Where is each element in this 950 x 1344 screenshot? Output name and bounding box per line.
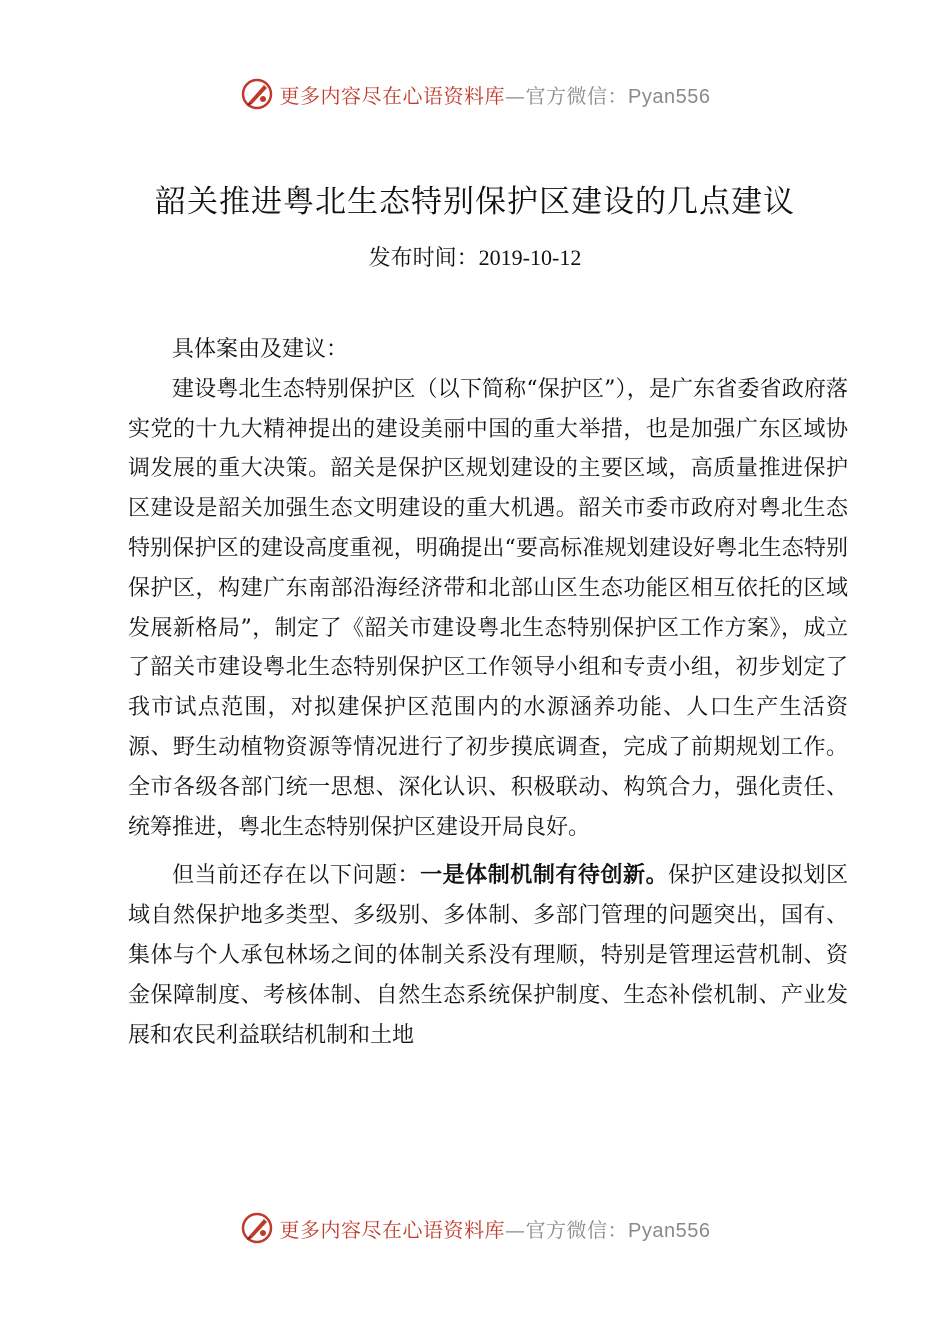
- header-watermark: [0, 72, 950, 116]
- watermark-wechat: Pyan556: [628, 1219, 711, 1242]
- document-body: [128, 330, 848, 1055]
- watermark-wechat: Pyan556: [628, 85, 711, 108]
- watermark-dash: —: [505, 83, 526, 108]
- paragraph-2: [128, 855, 848, 1055]
- paragraph-2-bold: 一是体制机制有待创新。: [420, 862, 669, 888]
- watermark-text: [280, 1214, 711, 1243]
- watermark-label: 官方微信：: [525, 83, 629, 108]
- paragraph-1: 建设粤北生态特别保护区（以下简称“保护区”），是广东省委省政府落实党的十九大精神提出的建设美丽中国的重大举措，也是加强广东区域协调发展的重大决策。韶关是保护区规划建设的主要区域，高质量推进保护区建设是韶关加强生态文明建设的重大机遇。韶关市委市政府对粤北生态特别保护区的建设高度重视，明确提出“要高标准规划建设好粤北生态特别保护区，构建广东南部沿海经济带和北部山区生态功能区相互依托的区域发展新格局”，制定了《韶关市建设粤北生态特别保护区工作方案》，成立了韶关市建设粤北生态特别保护区工作领导小组和专责小组，初步划定了我市试点范围，对拟建保护区范围内的水源涵养功能、人口生产生活资源、野生动植物资源等情况进行了初步摸底调查，完成了前期规划工作。全市各级各部门统一思想、深化认识、积极联动、构筑合力，强化责任、统筹推进，粤北生态特别保护区建设开局良好。: [128, 376, 848, 840]
- quill-seal-icon: [240, 1211, 274, 1245]
- watermark-text: [280, 80, 711, 109]
- watermark-label: 官方微信：: [525, 1217, 629, 1242]
- paragraph-2-lead: 但当前还存在以下问题：: [172, 863, 421, 889]
- watermark-main: 更多内容尽在心语资料库: [279, 83, 506, 108]
- watermark-main: 更多内容尽在心语资料库: [279, 1217, 506, 1242]
- watermark-dash: —: [505, 1217, 526, 1242]
- paragraph-2-rest: 保护区建设拟划区域自然保护地多类型、多级别、多体制、多部门管理的问题突出，国有、集体与个人承包林场之间的体制关系没有理顺，特别是管理运营机制、资金保障制度、考核体制、自然生态系统保护制度、生态补偿机制、产业发展和农民利益联结机制和土地: [128, 863, 848, 1048]
- publish-date: 发布时间：2019-10-12: [368, 245, 582, 270]
- footer-watermark: [0, 1206, 950, 1250]
- quill-seal-icon: [240, 77, 274, 111]
- intro-line: 具体案由及建议：: [172, 337, 349, 362]
- document-title: 韶关推进粤北生态特别保护区建设的几点建议: [155, 184, 795, 220]
